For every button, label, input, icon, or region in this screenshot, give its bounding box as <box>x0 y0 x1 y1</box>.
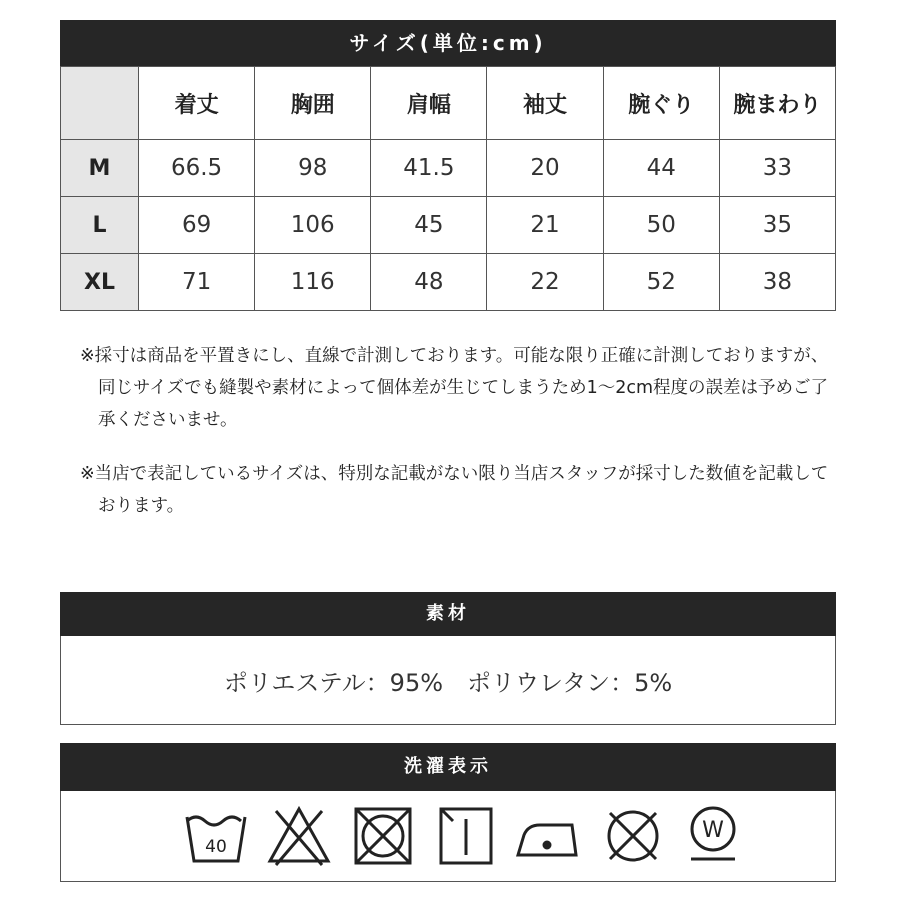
table-cell: 41.5 <box>371 140 487 197</box>
table-cell: 21 <box>487 197 603 254</box>
material-body <box>60 636 836 725</box>
material-section <box>60 592 836 725</box>
iron-low-icon <box>514 803 584 869</box>
table-cell: 71 <box>139 254 255 311</box>
no-tumble-dry-icon <box>348 803 418 869</box>
table-cell: 116 <box>255 254 371 311</box>
wet-clean-icon <box>678 803 748 869</box>
wet-clean-label: W <box>702 818 724 843</box>
table-cell: 48 <box>371 254 487 311</box>
table-cell: 66.5 <box>139 140 255 197</box>
size-table-header-row <box>61 67 836 140</box>
column-header: 腕まわり <box>719 67 835 140</box>
table-row <box>61 140 836 197</box>
measurement-notes <box>80 340 840 544</box>
table-cell: 22 <box>487 254 603 311</box>
table-cell: 38 <box>719 254 835 311</box>
table-cell: 106 <box>255 197 371 254</box>
size-table <box>60 66 836 311</box>
table-row <box>61 254 836 311</box>
row-size-label: L <box>61 197 139 254</box>
table-cell: 50 <box>603 197 719 254</box>
table-cell: 98 <box>255 140 371 197</box>
wash-40-icon <box>181 803 251 869</box>
size-section-title: サイズ(単位:cm) <box>60 20 836 66</box>
material-section-title: 素材 <box>60 592 836 636</box>
no-dry-clean-icon <box>598 803 668 869</box>
table-cell: 44 <box>603 140 719 197</box>
note-text: ※採寸は商品を平置きにし、直線で計測しております。可能な限り正確に計測しておりますが、同じサイズでも縫製や素材によって個体差が生じてしまうため1〜2cm程度の誤差は予めご了承くださいませ。 <box>80 346 829 430</box>
table-cell: 35 <box>719 197 835 254</box>
care-icons-row <box>60 791 836 882</box>
row-size-label: XL <box>61 254 139 311</box>
table-cell: 69 <box>139 197 255 254</box>
wash-temp-label: 40 <box>205 837 227 857</box>
size-section <box>60 20 836 311</box>
line-dry-shade-icon <box>431 803 501 869</box>
care-section <box>60 743 836 882</box>
column-header: 胸囲 <box>255 67 371 140</box>
no-bleach-icon <box>264 803 334 869</box>
table-cell: 45 <box>371 197 487 254</box>
table-cell: 33 <box>719 140 835 197</box>
table-cell: 52 <box>603 254 719 311</box>
column-header: 着丈 <box>139 67 255 140</box>
table-cell: 20 <box>487 140 603 197</box>
column-header: 腕ぐり <box>603 67 719 140</box>
table-corner-cell <box>61 67 139 140</box>
table-row <box>61 197 836 254</box>
row-size-label: M <box>61 140 139 197</box>
column-header: 肩幅 <box>371 67 487 140</box>
material-text: ポリエステル：95% ポリウレタン：5% <box>223 668 673 697</box>
care-section-title: 洗濯表示 <box>60 743 836 791</box>
column-header: 袖丈 <box>487 67 603 140</box>
note-text: ※当店で表記しているサイズは、特別な記載がない限り当店スタッフが採寸した数値を記載しております。 <box>80 464 829 516</box>
